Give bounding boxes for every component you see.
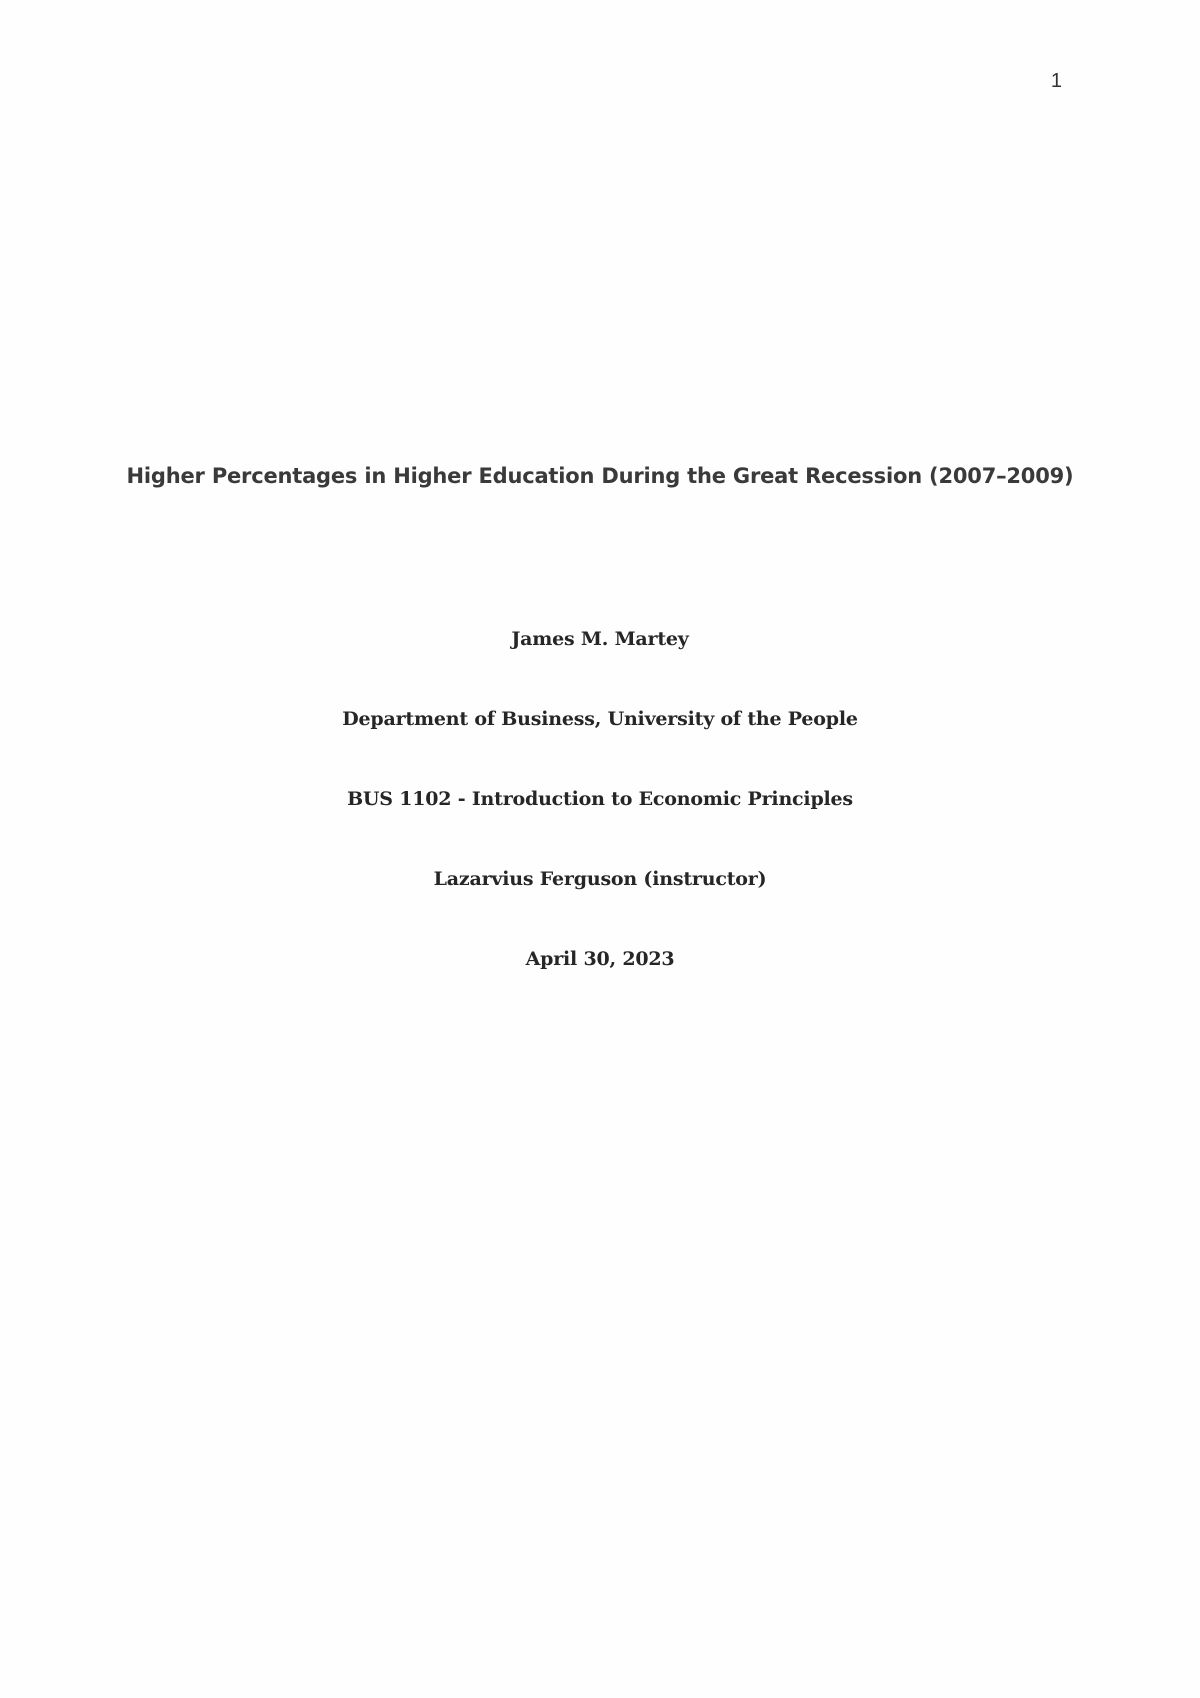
department-affiliation: Department of Business, University of the People: [342, 708, 858, 730]
instructor-name: Lazarvius Ferguson (instructor): [433, 868, 767, 890]
course-name: BUS 1102 - Introduction to Economic Principles: [347, 788, 853, 810]
submission-date: April 30, 2023: [525, 948, 675, 970]
page-number: 1: [1050, 70, 1062, 92]
paper-title: Higher Percentages in Higher Education During the Great Recession (2007–2009): [126, 464, 1074, 488]
author-name: James M. Martey: [511, 628, 689, 650]
